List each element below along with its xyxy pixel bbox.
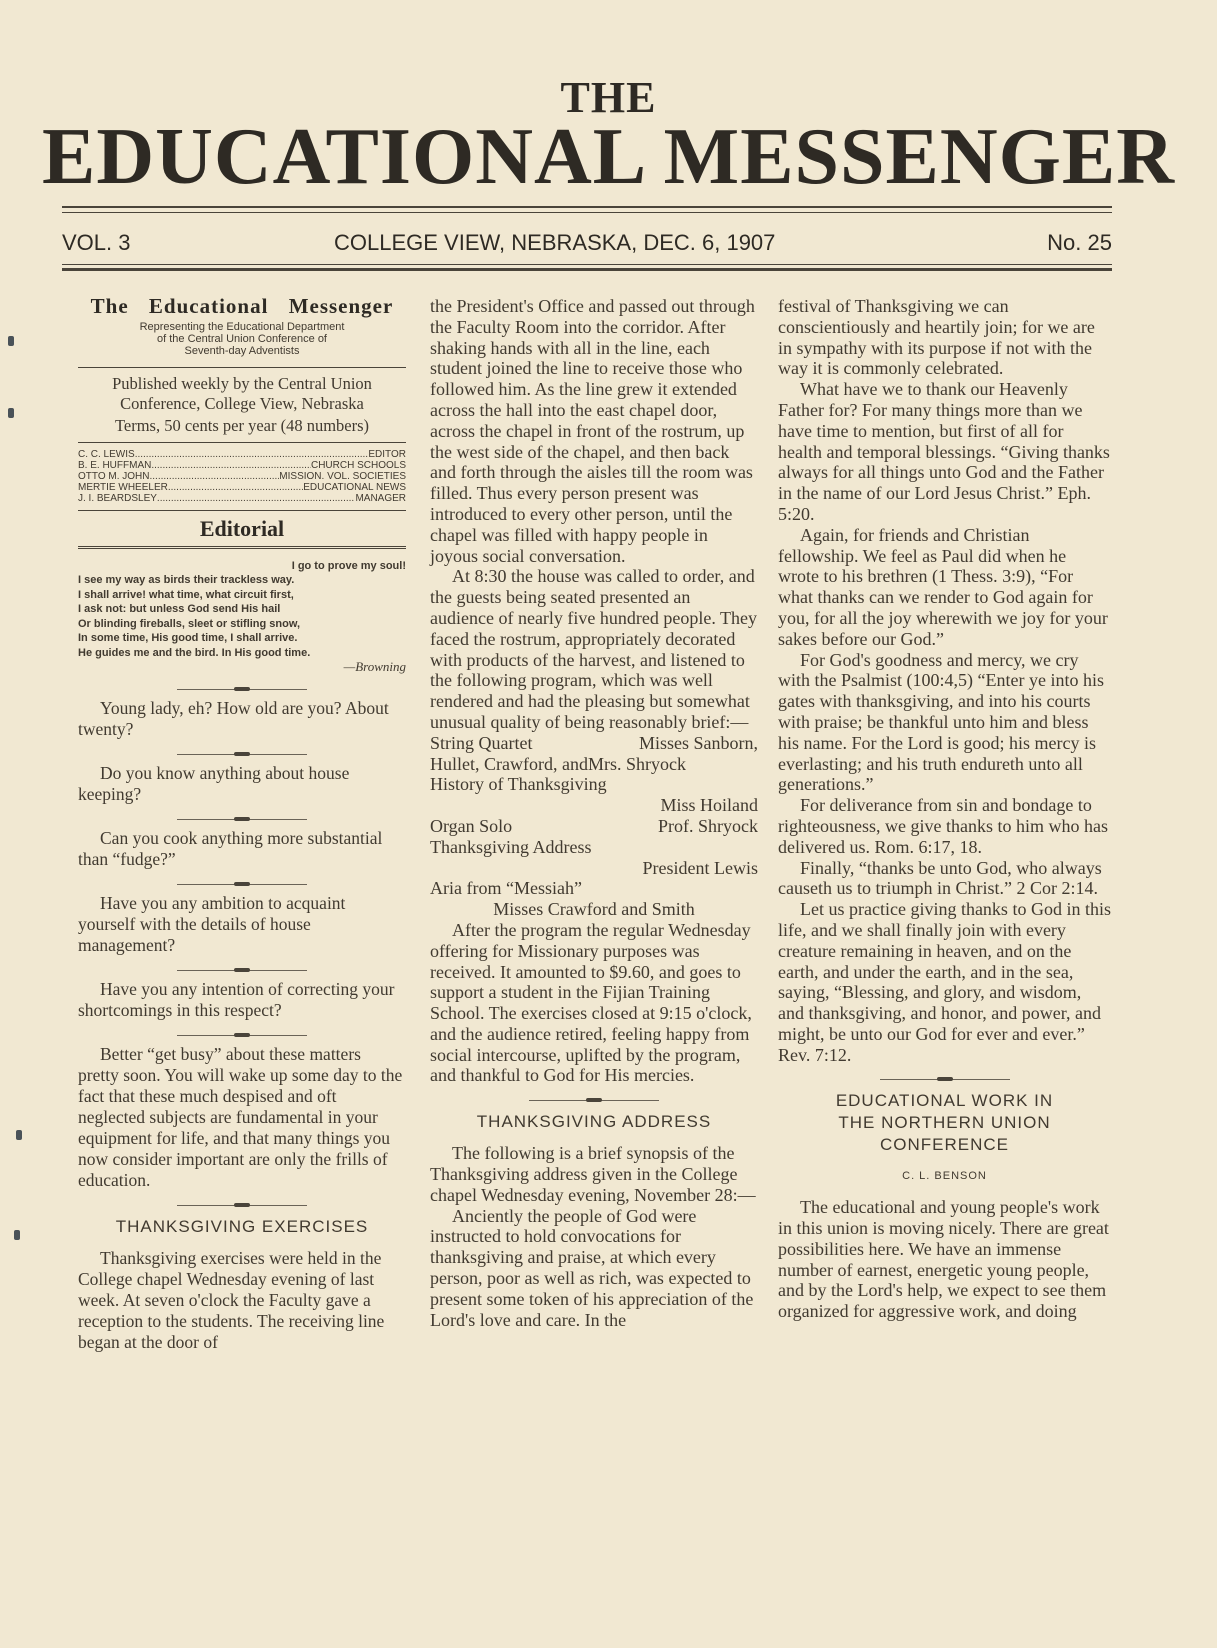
staff-row: B. E. HUFFMAN ..... CHURCH SCHOOLS <box>78 460 406 471</box>
editorial-question: Do you know anything about house keeping? <box>78 762 350 804</box>
editorial-question: Have you any ambition to acquaint yourself with the details of house management? <box>78 892 346 955</box>
editorial-question: Young lady, eh? How old are you? About twenty? <box>78 697 389 739</box>
article-paragraph: Thanksgiving exercises were held in the College chapel Wednesday evening of last week. At seven o'clock the Faculty gave a reception to the students. The receiving line began at the door of <box>78 1247 385 1352</box>
column-left <box>78 296 406 1353</box>
browning-poem: I go to prove my soul! I see my way as birds their trackless way. I shall arrive! what time, what circuit first, I ask not: but unless God send His hail Or blinding fireballs, sleet or stifling snow, In some time, His good time, I shall arrive. He guides me and the bird. In His good time. —Browning <box>78 559 406 675</box>
masthead-title: EDUCATIONAL MESSENGER <box>41 113 1176 201</box>
place-and-date: COLLEGE VIEW, NEBRASKA, DEC. 6, 1907 <box>334 230 776 255</box>
editorial-question: Can you cook anything more substantial than “fudge?” <box>78 827 383 869</box>
article-paragraph: the President's Office and passed out through the Faculty Room into the corridor. After shaking hands with all in the line, each student joined the line to receive those who followed him. As the line grew it extended across the hall into the east chapel door, across the chapel in front of the rostrum, up the west side of the chapel, and then back and forth through the aisles till the room was filled. Thus every person present was introduced to every other person, until the chapel was filled with happy people in joyous social conversation. <box>430 296 755 566</box>
program-performer: Miss Hoiland <box>660 795 758 816</box>
dateline-rule-thin <box>62 264 1112 265</box>
article-paragraph: Finally, “thanks be unto God, who always causeth us to triumph in Christ.” 2 Cor 2:14. <box>778 857 1102 899</box>
staff-row: J. I. BEARDSLEY ..... MANAGER <box>78 493 406 504</box>
program-item: Hullet, Crawford, andMrs. Shryock <box>430 753 686 774</box>
masthead-rule-top <box>62 206 1112 208</box>
article-paragraph: Let us practice giving thanks to God in this life, and we shall finally join with every creature remaining in heaven, and on the earth, and under the earth, and in the sea, saying, “Blessing, and glory, and wisdom, and thanksgiving, and honor, and power, and might, be unto our God for ever and ever.” Rev. 7:12. <box>778 899 1111 1065</box>
representing-line: Representing the Educational Department of the Central Union Conference of Seventh-day Adventists <box>139 320 345 357</box>
staff-row: MERTIE WHEELER ..... EDUCATIONAL NEWS <box>78 482 406 493</box>
article-paragraph: After the program the regular Wednesday offering for Missionary purposes was received. It amounted to $9.60, and goes to support a student in the Fijian Training School. The exercises closed at 9:15 o'clock, and the audience retired, feeling happy from social intercourse, uplifted by the program, and thankful to God for His mercies. <box>430 919 752 1086</box>
staff-row: OTTO M. JOHN ..... MISSION. VOL. SOCIETIES <box>78 471 406 482</box>
section-heading-northern-union: EDUCATIONAL WORK IN THE NORTHERN UNION CONFERENCE <box>835 1091 1054 1155</box>
publication-info: Published weekly by the Central Union Conference, College View, Nebraska <box>112 373 372 413</box>
article-paragraph: Anciently the people of God were instructed to hold convocations for thanksgiving and praise, at which every person, poor as well as rich, was expected to present some token of his appreciation of the Lord's love and care. In the <box>430 1205 754 1330</box>
article-paragraph: For God's goodness and mercy, we cry with the Psalmist (100:4,5) “Enter ye into his gates with thanksgiving, and into his courts with praise; be thankful unto him and bless his name. For the Lord is good; his mercy is everlasting; and his truth endureth unto all generations.” <box>778 649 1104 795</box>
divider <box>78 510 406 511</box>
editorial-question: Have you any intention of correcting your shortcomings in this respect? <box>78 978 395 1020</box>
article-paragraph: Again, for friends and Christian fellowship. We feel as Paul did when he wrote to his brethren (1 Thess. 3:9), “For what thanks can we render to God again for you, for all the joy wherewith we joy for your sakes before our God.” <box>778 524 1108 649</box>
dateline <box>62 230 1112 260</box>
program-list <box>430 733 758 920</box>
paper-name: The Educational Messenger <box>90 294 394 318</box>
section-heading-address: THANKSGIVING ADDRESS <box>476 1112 712 1132</box>
program-item: Organ Solo Prof. Shryock <box>430 815 758 836</box>
program-performer: President Lewis <box>642 857 758 878</box>
ornament-divider <box>177 819 307 820</box>
masthead-rule-top-thin <box>62 212 1112 213</box>
ornament-divider <box>177 754 307 755</box>
program-item: Aria from “Messiah” <box>430 878 582 899</box>
terms: Terms, 50 cents per year (48 numbers) <box>114 415 370 435</box>
program-performer: Misses Crawford and Smith <box>493 899 695 920</box>
ornament-divider <box>529 1100 659 1101</box>
ornament-divider <box>177 1035 307 1036</box>
article-paragraph: At 8:30 the house was called to order, and the guests being seated presented an audience of nearly five hundred people. They faced the rostrum, appropriately decorated with products of the harvest, and listened to the following program, which was well rendered and had the pleasing but somewhat unusual quality of being reasonably brief:— <box>430 566 758 732</box>
poem-attribution: —Browning <box>343 659 406 675</box>
scan-speck <box>16 1130 22 1140</box>
dateline-rule-thick <box>62 268 1112 271</box>
volume-number: VOL. 3 <box>62 230 131 255</box>
ornament-divider <box>177 1205 307 1206</box>
article-paragraph: What have we to thank our Heavenly Father for? For many things more than we have time to mention, but first of all for health and temporal blessings. “Giving thanks always for all things unto God and the Father in the name of our Lord Jesus Christ.” Eph. 5:20. <box>778 379 1110 524</box>
program-item: History of Thanksgiving <box>430 774 607 795</box>
divider <box>78 442 406 443</box>
author-byline: C. L. BENSON <box>902 1170 987 1183</box>
ornament-divider <box>177 884 307 885</box>
column-right <box>778 296 1111 1322</box>
scan-speck <box>8 336 14 346</box>
article-paragraph: The educational and young people's work in this union is moving nicely. There are great possibilities here. We have an immense number of earnest, energetic young people, and by the Lord's help, we expect to see them organized for aggressive work, and doing <box>778 1197 1109 1322</box>
staff-row: C. C. LEWIS ..... EDITOR <box>78 449 406 460</box>
masthead-the: THE <box>560 73 657 122</box>
editorial-heading: Editorial <box>199 515 285 541</box>
program-item: String Quartet Misses Sanborn, <box>430 732 758 753</box>
section-heading-exercises: THANKSGIVING EXERCISES <box>115 1216 369 1236</box>
article-paragraph: festival of Thanksgiving we can conscientiously and heartily join; for we are in sympathy with its purpose if not with the way it is commonly celebrated. <box>778 296 1095 379</box>
divider <box>78 367 406 368</box>
column-middle <box>430 296 758 1330</box>
ornament-divider <box>177 689 307 690</box>
ornament-divider <box>177 970 307 971</box>
scan-speck <box>14 1230 20 1240</box>
scan-speck <box>8 408 14 418</box>
editorial-paragraph: Better “get busy” about these matters pretty soon. You will wake up some day to the fact that these much despised and oft neglected subjects are fundamental in your equipment for life, and that many things you now consider important are only the frills of education. <box>78 1043 403 1190</box>
ornament-divider <box>880 1079 1010 1080</box>
article-paragraph: For deliverance from sin and bondage to righteousness, we give thanks to him who has delivered us. Rom. 6:17, 18. <box>778 795 1108 857</box>
article-paragraph: The following is a brief synopsis of the Thanksgiving address given in the College chapel Wednesday evening, November 28:— <box>430 1143 756 1205</box>
program-item: Thanksgiving Address <box>430 836 592 857</box>
divider <box>78 546 406 549</box>
issue-number: No. 25 <box>1047 230 1112 255</box>
staff-list <box>78 449 406 504</box>
